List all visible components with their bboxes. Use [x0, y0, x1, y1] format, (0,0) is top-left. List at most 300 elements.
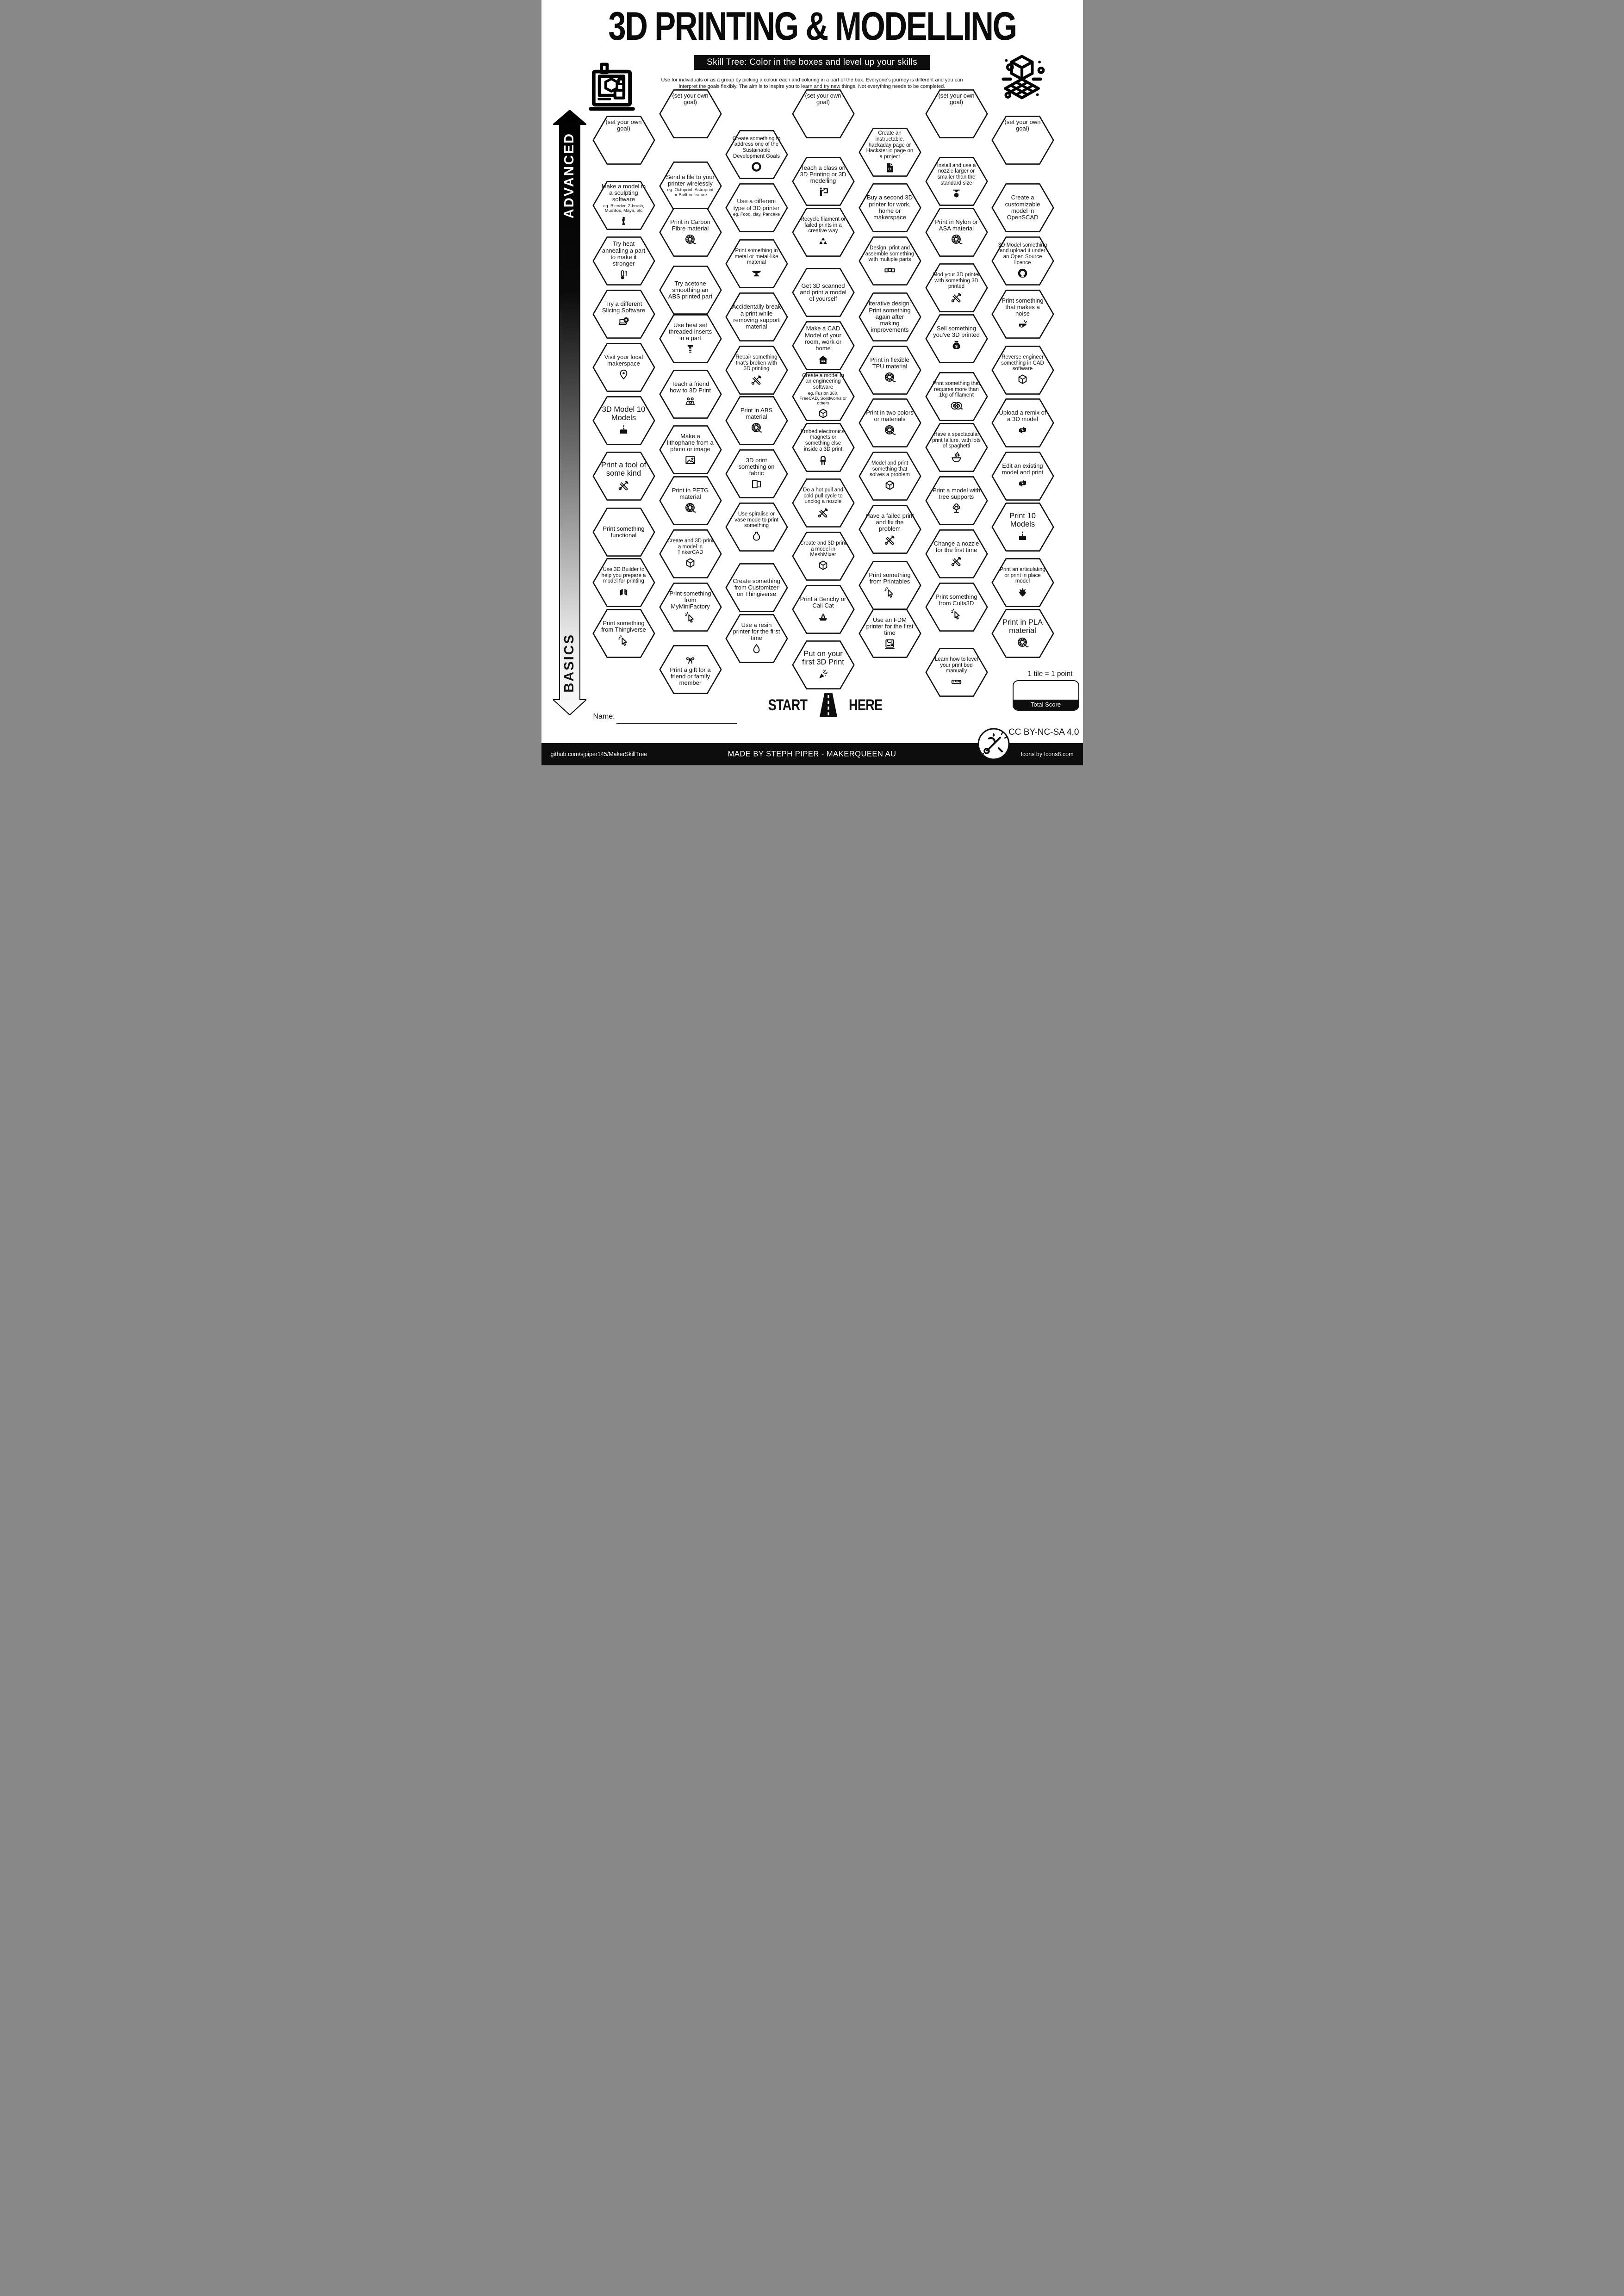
tile-sublabel: eg. Food, clay, Pancake	[733, 211, 780, 217]
tile-content	[998, 454, 1047, 498]
tools-icon	[884, 534, 896, 546]
tile-label: (set your own goal)	[805, 92, 841, 106]
picture-icon	[684, 454, 697, 466]
tile-content	[932, 478, 981, 523]
tile-label: Print something from Thingiverse	[601, 619, 646, 633]
skill-tile-goal-1[interactable]	[592, 115, 655, 165]
tile-label: Teach a friend how to 3D Print	[670, 380, 711, 394]
tile-content	[998, 292, 1047, 336]
total-score-label: Total Score	[1014, 700, 1078, 710]
tools-icon	[950, 291, 963, 304]
tile-label: Print in PETG material	[672, 486, 709, 500]
spaghetti-icon	[950, 451, 963, 463]
cubes3-icon	[884, 264, 896, 277]
skill-tile-reverse-engineer[interactable]	[991, 345, 1054, 395]
tile-label: 3D Model something and upload it under an Open Source licence	[998, 242, 1047, 266]
tile-label: (set your own goal)	[672, 92, 709, 106]
skill-tile-solves-problem[interactable]	[859, 451, 921, 501]
tile-label: Try acetone smoothing an ABS printed part	[668, 279, 713, 300]
tile-label: Print in PLA material	[1002, 618, 1043, 635]
tile-content	[732, 348, 781, 392]
tile-label: Print something from Cults3D	[935, 593, 977, 607]
skill-tile-print-gift[interactable]	[659, 645, 722, 695]
skill-tile-spaghetti-failure[interactable]	[925, 422, 988, 472]
tile-content	[732, 295, 781, 339]
tile-content	[998, 560, 1047, 605]
tile-label: Print something functional	[603, 525, 645, 539]
skill-tile-goal-5[interactable]	[991, 115, 1054, 165]
tile-label: Buy a second 3D printer for work, home or makerspace	[866, 194, 913, 221]
skill-tile-heat-set-inserts[interactable]	[659, 314, 722, 364]
tile-content	[932, 425, 981, 470]
tile-content	[732, 398, 781, 443]
skill-tile-heat-annealing[interactable]	[592, 236, 655, 286]
tile-content	[732, 505, 781, 549]
skill-tile-nylon-asa[interactable]	[925, 207, 988, 257]
cake-icon	[1016, 530, 1029, 542]
tile-content	[865, 295, 915, 339]
tile-label: Print in ABS material	[740, 406, 773, 420]
skill-tile-print-tool[interactable]	[592, 451, 655, 501]
cube-icon	[884, 479, 896, 492]
skill-tile-myminifactory[interactable]	[659, 582, 722, 632]
cube-icon	[684, 557, 697, 570]
skill-tile-fdm-first-time[interactable]	[859, 608, 921, 658]
tile-content	[799, 374, 848, 419]
start-label: START	[768, 696, 808, 714]
tile-content	[865, 401, 915, 445]
skill-tile-1kg-filament[interactable]	[925, 372, 988, 422]
start-here-block	[745, 693, 905, 717]
tile-label: Embed electronics, magnets or something else inside a 3D print	[800, 428, 846, 452]
skill-tile-teach-class[interactable]	[792, 156, 855, 206]
skill-tile-nozzle-size[interactable]	[925, 156, 988, 206]
teacher-icon	[817, 186, 829, 198]
tile-label: Print something that requires more than 1kg of filament	[933, 381, 980, 398]
tile-content	[666, 478, 715, 523]
tile-content	[932, 316, 981, 361]
screw-icon	[684, 343, 697, 355]
skill-tile-lithophane[interactable]	[659, 425, 722, 475]
license-text: CC BY-NC-SA 4.0	[1008, 727, 1079, 737]
skill-tile-hot-cold-pull[interactable]	[792, 478, 855, 528]
house-icon	[817, 354, 829, 366]
tile-content	[998, 186, 1047, 230]
tile-label: Print something from Printables	[869, 571, 911, 585]
tile-content	[599, 345, 648, 390]
tile-content	[865, 563, 915, 608]
skill-tile-vase-mode[interactable]	[725, 502, 788, 552]
tile-label: Use 3D Builder to help you prepare a model for printing	[601, 567, 646, 584]
tile-content	[666, 372, 715, 416]
cursor-icon	[617, 634, 630, 647]
skill-tile-print-functional[interactable]	[592, 507, 655, 557]
tile-content	[599, 292, 648, 336]
skill-tile-goal-2[interactable]	[659, 89, 722, 139]
tile-label: Create and 3D print a model in MeshMixer	[800, 540, 846, 558]
tile-label: Print a tool of some kind	[601, 460, 647, 478]
skill-tile-print-10-models[interactable]	[991, 502, 1054, 552]
tile-content	[666, 585, 715, 629]
instructions-line-1: Use for individuals or as a group by picking a colour each and coloring in a part of the box. Everyone's journey is different and you can	[661, 77, 963, 83]
tile-content	[599, 183, 648, 228]
tile-content	[865, 454, 915, 498]
spool-icon	[750, 422, 763, 434]
fabric-icon	[750, 478, 763, 490]
skill-tile-recycle-filament[interactable]	[792, 207, 855, 257]
tile-label: Print in flexible TPU material	[870, 356, 909, 370]
tree-icon	[950, 502, 963, 514]
tile-content	[666, 532, 715, 576]
document-icon	[884, 161, 896, 174]
skill-tile-level-bed[interactable]	[925, 647, 988, 697]
tile-label: Make a model in a sculpting software	[601, 182, 646, 203]
spool-icon	[684, 233, 697, 246]
skill-tile-petg[interactable]	[659, 476, 722, 526]
skill-tile-model-10-models[interactable]	[592, 396, 655, 446]
cube-icon	[817, 408, 829, 420]
tile-sublabel: eg. Octoprint, Astroprint or Built-in feature	[667, 187, 714, 198]
skill-tile-meshmixer[interactable]	[792, 531, 855, 581]
skill-tile-send-wirelessly[interactable]	[659, 161, 722, 211]
tile-label: Print a Benchy or Cali Cat	[800, 595, 846, 609]
tile-content	[998, 611, 1047, 656]
skill-tile-repair-3d-printing[interactable]	[725, 345, 788, 395]
skill-tile-use-3d-builder[interactable]	[592, 558, 655, 608]
tools-icon	[950, 555, 963, 567]
tile-label: Upload a remix of a 3D model	[999, 409, 1046, 422]
tile-content	[799, 92, 848, 136]
tile-content	[799, 159, 848, 204]
thermometer-icon	[617, 269, 630, 281]
sdg-icon	[750, 161, 763, 173]
tile-label: Teach a class on 3D Printing or 3D modelling	[800, 164, 846, 185]
skill-tile-tree-supports[interactable]	[925, 476, 988, 526]
tile-content	[865, 507, 915, 552]
spool-icon	[884, 424, 896, 436]
skill-tile-goal-4[interactable]	[925, 89, 988, 139]
tile-label: Put on your first 3D Print	[802, 649, 844, 666]
moneybag-icon	[950, 340, 963, 352]
tile-content	[666, 428, 715, 472]
skill-tile-different-printer[interactable]	[725, 183, 788, 233]
tile-content	[865, 348, 915, 392]
tile-content	[932, 585, 981, 629]
tools-icon	[617, 479, 630, 491]
vase-icon	[750, 530, 763, 543]
skill-tile-two-colors[interactable]	[859, 398, 921, 448]
cursor-icon	[950, 608, 963, 621]
tile-content	[666, 164, 715, 208]
people-icon	[684, 395, 697, 408]
tile-label: (set your own goal)	[938, 92, 975, 106]
tile-label: Create a customizable model in OpenSCAD	[1005, 194, 1040, 221]
skill-tile-multiple-parts[interactable]	[859, 236, 921, 286]
tile-point-note: 1 tile = 1 point	[1027, 670, 1073, 678]
tile-content	[732, 242, 781, 286]
tile-content	[932, 266, 981, 310]
skill-tile-instructable[interactable]	[859, 127, 921, 177]
tile-content	[732, 452, 781, 496]
tile-label: Reverse engineer something in CAD software	[1001, 354, 1044, 372]
tile-label: Print a gift for a friend or family member	[670, 666, 711, 687]
subtitle-text: Skill Tree: Color in the boxes and level up your skills	[707, 57, 917, 67]
tile-content	[666, 92, 715, 136]
tile-label: Learn how to level your print bed manually	[934, 657, 978, 674]
skill-tile-openscad[interactable]	[991, 183, 1054, 233]
road-icon	[818, 693, 839, 717]
skill-tile-slicing-software[interactable]	[592, 289, 655, 339]
skill-tile-first-3d-print[interactable]	[792, 640, 855, 690]
tile-label: Recycle filament or failed prints in a creative way	[800, 217, 846, 234]
whistle-icon	[1016, 318, 1029, 331]
tile-label: Design, print and assemble something with multiple parts	[865, 245, 915, 263]
tile-content	[998, 118, 1047, 162]
tools-icon	[750, 373, 763, 386]
tile-label: Try heat annealing a part to make it stronger	[602, 240, 646, 267]
here-label: HERE	[848, 696, 883, 714]
spool-icon	[684, 502, 697, 514]
tile-content	[998, 401, 1047, 445]
tile-content	[599, 560, 648, 605]
tile-sublabel: eg. Blender, Z-brush, MudBox, Maya, etc	[603, 203, 644, 214]
skill-tile-printables[interactable]	[859, 560, 921, 610]
droplet-icon	[750, 643, 763, 655]
spool-icon	[950, 233, 963, 246]
tile-label: Print something in metal or metal-like material	[734, 248, 778, 266]
tile-content	[599, 611, 648, 656]
anvil-icon	[750, 267, 763, 279]
dragon-icon	[1016, 586, 1029, 598]
party-icon	[817, 668, 829, 680]
skill-tile-makes-noise[interactable]	[991, 289, 1054, 339]
nozzle-icon	[950, 187, 963, 200]
cube-icon	[1016, 373, 1029, 386]
total-score-box[interactable]	[1013, 680, 1079, 711]
tile-label: 3D print something on fabric	[738, 456, 775, 477]
skill-tile-iterative-design[interactable]	[859, 292, 921, 342]
tile-content	[599, 510, 648, 554]
tile-content	[599, 398, 648, 443]
tile-label: Use heat set threaded inserts in a part	[668, 321, 712, 342]
tile-content	[666, 316, 715, 361]
tile-label: Print in two colors or materials	[866, 409, 914, 422]
tile-label: Create and 3D print a model in TinkerCAD	[667, 538, 714, 556]
tile-content	[732, 132, 781, 177]
tile-content	[799, 587, 848, 632]
osgear-icon	[1016, 267, 1029, 279]
tile-label: Make a lithophane from a photo or image	[667, 432, 714, 453]
poster-page	[541, 0, 1083, 765]
tile-content	[732, 616, 781, 661]
tile-label: Create something to address one of the Sustainable Development Goals	[732, 136, 781, 159]
skill-tile-teach-friend[interactable]	[659, 369, 722, 419]
tile-content	[932, 92, 981, 136]
skill-tile-resin-first-time[interactable]	[725, 614, 788, 664]
skill-tile-pla[interactable]	[991, 608, 1054, 658]
tile-content	[599, 454, 648, 498]
skill-tile-edit-existing[interactable]	[991, 451, 1054, 501]
tile-label: Change a nozzle for the first time	[933, 540, 979, 553]
instructions-line-2: interpret the goals flexibly. The aim is to inspire you to learn and try new things. Not everything needs to be completed.	[678, 83, 946, 89]
remix-icon	[1016, 424, 1029, 436]
tile-content	[799, 643, 848, 687]
skill-tile-print-thingiverse[interactable]	[592, 608, 655, 658]
tile-content	[865, 611, 915, 656]
spool-icon	[1016, 636, 1029, 649]
cursor-icon	[684, 611, 697, 624]
printer3d-icon	[884, 638, 896, 650]
footer-repo-link[interactable]: github.com/sjpiper145/MakerSkillTree	[550, 751, 647, 757]
tile-label: Do a hot pull and cold pull cycle to unclog a nozzle	[803, 487, 843, 505]
tile-label: Model and print something that solves a problem	[870, 460, 910, 478]
maker-badge-icon	[977, 727, 1010, 761]
name-input-line[interactable]	[616, 723, 737, 724]
tools-icon	[817, 506, 829, 519]
name-label: Name:	[593, 713, 615, 720]
tile-content	[599, 118, 648, 162]
tile-label: Try a different Slicing Software	[602, 300, 646, 314]
cake-icon	[617, 423, 630, 436]
tile-label: Print 10 Models	[1009, 511, 1036, 528]
skill-tile-cults3d[interactable]	[925, 582, 988, 632]
tile-label: (set your own goal)	[1004, 118, 1041, 132]
footer-credit: MADE BY STEPH PIPER - MAKERQUEEN AU	[728, 750, 896, 758]
tile-label: Mod your 3D printer with something 3D printed	[933, 272, 980, 290]
skill-tile-metal-material[interactable]	[725, 239, 788, 289]
tile-label: Create something from Customizer on Thingiverse	[733, 577, 780, 598]
laptop-gear-icon	[617, 315, 630, 328]
remix-icon	[1016, 477, 1029, 490]
tile-label: (set your own goal)	[605, 118, 642, 132]
skill-tile-articulating[interactable]	[991, 558, 1054, 608]
tile-content	[732, 186, 781, 230]
skill-tile-mod-printer[interactable]	[925, 263, 988, 313]
tile-label: Get 3D scanned and print a model of yourself	[800, 282, 846, 303]
cube-icon	[817, 559, 829, 572]
tile-content	[666, 647, 715, 692]
tile-label: Visit your local makerspace	[604, 353, 643, 367]
tile-content	[666, 210, 715, 254]
skill-tile-second-printer[interactable]	[859, 183, 921, 233]
tile-label: Print in Nylon or ASA material	[935, 218, 978, 232]
tile-content	[799, 210, 848, 254]
skill-tile-benchy-calicat[interactable]	[792, 584, 855, 634]
tile-content	[865, 239, 915, 283]
tile-content	[932, 650, 981, 695]
tile-label: Send a file to your printer wirelessly	[666, 173, 715, 187]
tile-label: 3D Model 10 Models	[602, 405, 646, 422]
tile-content	[932, 374, 981, 419]
led-icon	[817, 453, 829, 466]
skill-tree-grid	[541, 0, 1083, 765]
skill-tile-print-fabric[interactable]	[725, 449, 788, 499]
tile-label: Sell something you've 3D printed	[933, 324, 980, 338]
skill-tile-sculpting-software[interactable]	[592, 180, 655, 230]
tile-content	[998, 505, 1047, 549]
tile-label: Create an instructable, hackaday page or Hackster.io page on a project	[866, 130, 914, 160]
skill-tile-tpu[interactable]	[859, 345, 921, 395]
skill-tile-failed-print-fix[interactable]	[859, 504, 921, 554]
tile-label: Edit an existing model and print	[1002, 462, 1044, 476]
skill-tile-upload-remix[interactable]	[991, 398, 1054, 448]
statue-icon	[617, 215, 630, 228]
tile-content	[799, 323, 848, 368]
recycle-icon	[817, 236, 829, 248]
tile-label: Use an FDM printer for the first time	[866, 616, 914, 637]
tile-label: Print something that makes a noise	[1002, 297, 1044, 317]
tile-label: Print an articulating or print in place model	[1000, 567, 1045, 584]
basics-label: BASICS	[562, 633, 577, 693]
spool-icon	[884, 371, 896, 384]
tile-label: Use a resin printer for the first time	[733, 621, 780, 642]
tile-content	[732, 565, 781, 610]
tile-label: Make a CAD Model of your room, work or home	[804, 325, 842, 352]
map-pin-icon	[617, 368, 630, 381]
tile-label: Install and use a nozzle larger or smaller than the standard size	[937, 162, 976, 186]
tile-label: Have a failed print and fix the problem	[865, 512, 914, 533]
tile-label: Print something from MyMiniFactory	[669, 590, 711, 610]
skill-tile-sell-printed[interactable]	[925, 314, 988, 364]
skill-tile-3d-scanned[interactable]	[792, 267, 855, 317]
skill-tile-engineering-software[interactable]	[792, 372, 855, 422]
tile-content	[799, 425, 848, 470]
footer-icons-credit: Icons by Icons8.com	[1020, 751, 1074, 757]
tile-label: Print in Carbon Fibre material	[670, 218, 710, 232]
tile-label: Iterative design: Print something again after making improvements	[868, 300, 911, 334]
tile-content	[932, 210, 981, 254]
bow-icon	[684, 653, 697, 666]
skill-tile-carbon-fibre[interactable]	[659, 207, 722, 257]
tile-content	[932, 532, 981, 576]
skill-tile-open-source-model[interactable]	[991, 236, 1054, 286]
tile-label: Print a model with tree supports	[932, 486, 981, 500]
tile-content	[799, 270, 848, 315]
benchy-icon	[817, 610, 829, 623]
tile-content	[799, 534, 848, 578]
tile-content	[599, 239, 648, 283]
page-title: 3D PRINTING & MODELLING	[608, 4, 1016, 49]
builder3d-icon	[617, 586, 630, 598]
svg-text:$: $	[955, 344, 958, 349]
skill-tile-abs[interactable]	[725, 396, 788, 446]
tile-label: Repair something that's broken with 3D printing	[735, 354, 778, 372]
skill-tile-visit-makerspace[interactable]	[592, 342, 655, 392]
tile-label: Use spiralise or vase mode to print something	[734, 511, 778, 529]
tile-label: Use a different type of 3D printer	[733, 198, 780, 211]
skill-tile-embed-electronics[interactable]	[792, 422, 855, 472]
skill-tile-change-nozzle[interactable]	[925, 529, 988, 579]
skill-tile-tinkercad[interactable]	[659, 529, 722, 579]
skill-tile-break-print[interactable]	[725, 292, 788, 342]
spool2-icon	[950, 400, 963, 412]
tile-label: Create a model in an engineering software	[802, 372, 844, 390]
cursor-icon	[884, 586, 896, 599]
tile-content	[865, 130, 915, 174]
skill-tile-sdg-goals[interactable]	[725, 130, 788, 180]
skill-tile-acetone-smoothing[interactable]	[659, 265, 722, 315]
advanced-label: ADVANCED	[562, 132, 577, 219]
tile-content	[998, 348, 1047, 392]
tile-label: Accidentally break a print while removing support material	[732, 303, 781, 330]
skill-tile-customizer-thingiverse[interactable]	[725, 563, 788, 613]
tile-content	[799, 481, 848, 525]
ruler-icon	[950, 676, 963, 688]
tile-content	[666, 268, 715, 312]
tile-sublabel: eg. Fusion 360, FreeCAD, Solidworks or others	[799, 391, 847, 406]
skill-tile-goal-3[interactable]	[792, 89, 855, 139]
skill-tile-cad-room[interactable]	[792, 321, 855, 371]
